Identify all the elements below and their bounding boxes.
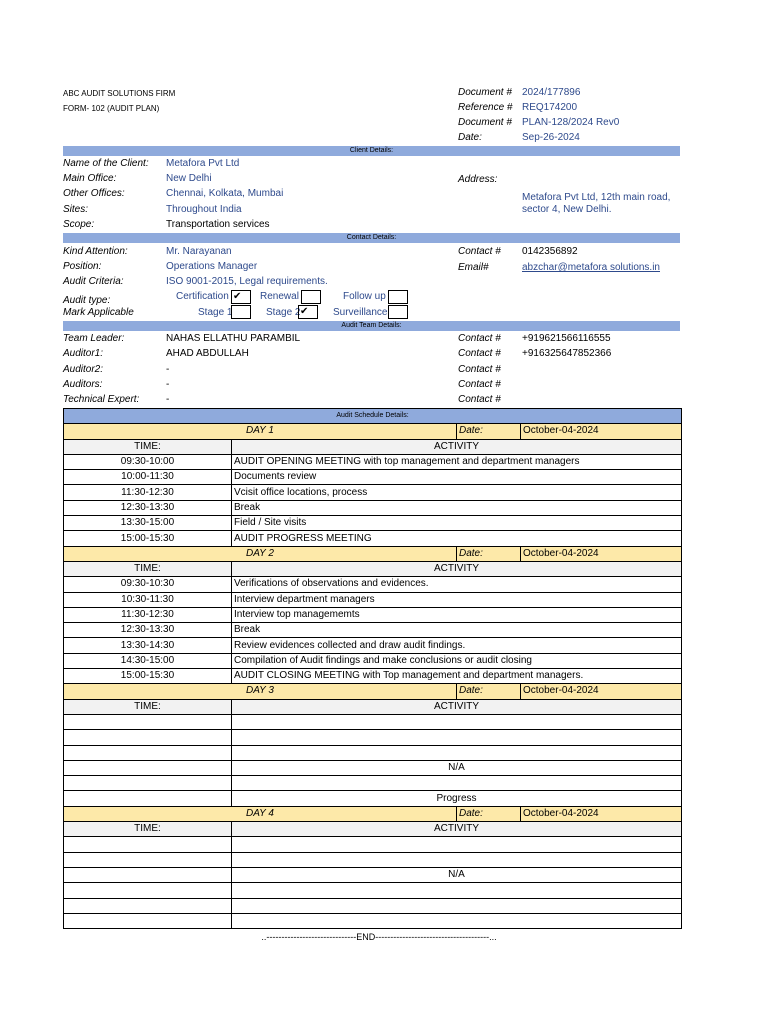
day-date-value: October-04-2024 <box>521 546 682 561</box>
firm-name: ABC AUDIT SOLUTIONS FIRM <box>63 89 176 98</box>
table-row <box>64 883 682 898</box>
email-label: Email# <box>458 262 489 273</box>
time-cell <box>64 776 232 791</box>
schedule-column-header-row <box>64 699 682 714</box>
activity-column-header: ACTIVITY <box>232 439 682 454</box>
contact-value: 0142356892 <box>522 246 578 257</box>
technical-expert-value: - <box>166 394 170 405</box>
activity-cell: Review evidences collected and draw audit findings. <box>232 638 682 653</box>
team-contact-label: Contact # <box>458 364 501 375</box>
table-row <box>64 776 682 791</box>
audit-criteria-label: Audit Criteria: <box>63 276 124 287</box>
activity-cell <box>232 913 682 928</box>
audit-team-band: Audit Team Details: <box>63 321 680 331</box>
table-row <box>64 913 682 928</box>
day-date-label: Date: <box>457 424 521 439</box>
activity-cell <box>232 898 682 913</box>
time-cell: 11:30-12:30 <box>64 485 232 500</box>
schedule-column-header-row <box>64 439 682 454</box>
meta-label: Date: <box>458 132 482 143</box>
table-row <box>64 760 682 775</box>
activity-cell: AUDIT CLOSING MEETING with Top management and department managers. <box>232 669 682 684</box>
auditor1-label: Auditor1: <box>63 348 104 359</box>
certification-option-label: Certification <box>176 291 229 302</box>
activity-cell: AUDIT OPENING MEETING with top management and department managers <box>232 454 682 469</box>
table-row <box>64 500 682 515</box>
table-row <box>64 714 682 729</box>
day-date-label: Date: <box>457 684 521 699</box>
time-cell <box>64 791 232 806</box>
audit-schedule-table <box>63 408 682 929</box>
team-contact-label: Contact # <box>458 333 501 344</box>
day-header-row <box>64 546 682 561</box>
audit-criteria-value: ISO 9001-2015, Legal requirements. <box>166 276 328 287</box>
follow-up-option-label: Follow up <box>343 291 386 302</box>
activity-cell <box>232 730 682 745</box>
activity-cell: Interview department managers <box>232 592 682 607</box>
activity-cell: Compilation of Audit findings and make conclusions or audit closing <box>232 653 682 668</box>
client-details-band: Client Details: <box>63 146 680 156</box>
activity-cell: Documents review <box>232 470 682 485</box>
auditor2-label: Auditor2: <box>63 364 104 375</box>
day-date-label: Date: <box>457 546 521 561</box>
auditors-value: - <box>166 379 170 390</box>
time-cell <box>64 714 232 729</box>
day-date-value: October-04-2024 <box>521 806 682 821</box>
audit-type-label: Audit type: <box>63 295 111 306</box>
team-leader-label: Team Leader: <box>63 333 125 344</box>
certification-checkbox[interactable]: ✔ <box>231 290 251 304</box>
table-row <box>64 852 682 867</box>
time-cell <box>64 883 232 898</box>
activity-cell <box>232 714 682 729</box>
time-cell <box>64 898 232 913</box>
activity-cell: Break <box>232 500 682 515</box>
day-header-row <box>64 806 682 821</box>
time-cell: 15:00-15:30 <box>64 669 232 684</box>
follow-up-checkbox[interactable] <box>388 290 408 304</box>
renewal-checkbox[interactable] <box>301 290 321 304</box>
day-date-label: Date: <box>457 806 521 821</box>
activity-cell <box>232 837 682 852</box>
table-row <box>64 454 682 469</box>
time-cell: 09:30-10:30 <box>64 577 232 592</box>
form-title: FORM- 102 (AUDIT PLAN) <box>63 104 160 113</box>
time-cell <box>64 867 232 882</box>
table-row <box>64 791 682 806</box>
stage1-checkbox[interactable] <box>231 305 251 319</box>
time-cell: 14:30-15:00 <box>64 653 232 668</box>
table-row <box>64 470 682 485</box>
address-line-1: Metafora Pvt Ltd, 12th main road, <box>522 192 671 203</box>
contact-details-band: Contact Details: <box>63 233 680 243</box>
time-cell: 13:30-14:30 <box>64 638 232 653</box>
audit-schedule-band: Audit Schedule Details: <box>64 409 682 424</box>
table-row <box>64 531 682 546</box>
team-contact-label: Contact # <box>458 379 501 390</box>
main-office-value: New Delhi <box>166 173 212 184</box>
day-date-value: October-04-2024 <box>521 684 682 699</box>
position-label: Position: <box>63 261 102 272</box>
document-date: Sep-26-2024 <box>522 132 580 143</box>
other-offices-label: Other Offices: <box>63 188 125 199</box>
time-cell: 15:00-15:30 <box>64 531 232 546</box>
contact-label: Contact # <box>458 246 501 257</box>
table-row <box>64 867 682 882</box>
renewal-option-label: Renewal <box>260 291 299 302</box>
meta-label: Reference # <box>458 102 513 113</box>
day-header-row <box>64 424 682 439</box>
activity-cell <box>232 883 682 898</box>
meta-label: Document # <box>458 117 512 128</box>
activity-cell: Progress <box>232 791 682 806</box>
meta-label: Document # <box>458 87 512 98</box>
stage1-option-label: Stage 1 <box>198 307 233 318</box>
scope-value: Transportation services <box>166 219 270 230</box>
activity-cell: AUDIT PROGRESS MEETING <box>232 531 682 546</box>
client-name-value: Metafora Pvt Ltd <box>166 158 240 169</box>
surveillance-option-label: Surveillance <box>333 307 388 318</box>
activity-cell: Break <box>232 623 682 638</box>
document-number: 2024/177896 <box>522 87 581 98</box>
table-row <box>64 898 682 913</box>
team-contact-label: Contact # <box>458 348 501 359</box>
stage2-option-label: Stage 2 <box>266 307 301 318</box>
auditor1-value: AHAD ABDULLAH <box>166 348 249 359</box>
kind-attention-label: Kind Attention: <box>63 246 128 257</box>
auditor1-contact: +916325647852366 <box>522 348 612 359</box>
other-offices-value: Chennai, Kolkata, Mumbai <box>166 188 284 199</box>
time-cell: 11:30-12:30 <box>64 607 232 622</box>
sites-label: Sites: <box>63 204 89 215</box>
day-label: DAY 2 <box>64 546 457 561</box>
time-column-header: TIME: <box>64 822 232 837</box>
time-cell: 12:30-13:30 <box>64 500 232 515</box>
end-marker: ..------------------------------END--------------------------------------... <box>261 932 497 942</box>
activity-column-header: ACTIVITY <box>232 561 682 576</box>
table-row <box>64 607 682 622</box>
activity-cell: Vcisit office locations, process <box>232 485 682 500</box>
schedule-column-header-row <box>64 822 682 837</box>
time-column-header: TIME: <box>64 561 232 576</box>
time-column-header: TIME: <box>64 699 232 714</box>
schedule-column-header-row <box>64 561 682 576</box>
table-row <box>64 669 682 684</box>
day-label: DAY 3 <box>64 684 457 699</box>
time-cell <box>64 730 232 745</box>
time-cell: 13:30-15:00 <box>64 516 232 531</box>
table-row <box>64 638 682 653</box>
activity-cell: Verifications of observations and evidences. <box>232 577 682 592</box>
reference-number: REQ174200 <box>522 102 578 113</box>
time-cell: 10:30-11:30 <box>64 592 232 607</box>
day-label: DAY 1 <box>64 424 457 439</box>
table-row <box>64 485 682 500</box>
kind-attention-value: Mr. Narayanan <box>166 246 232 257</box>
table-row <box>64 577 682 592</box>
main-office-label: Main Office: <box>63 173 117 184</box>
day-header-row <box>64 684 682 699</box>
time-cell <box>64 852 232 867</box>
time-cell: 10:00-11:30 <box>64 470 232 485</box>
table-row <box>64 745 682 760</box>
activity-cell: N/A <box>232 867 682 882</box>
time-cell: 12:30-13:30 <box>64 623 232 638</box>
activity-column-header: ACTIVITY <box>232 822 682 837</box>
plan-number: PLAN-128/2024 Rev0 <box>522 117 620 128</box>
time-cell <box>64 745 232 760</box>
time-cell <box>64 837 232 852</box>
team-contact-label: Contact # <box>458 394 501 405</box>
auditors-label: Auditors: <box>63 379 103 390</box>
table-row <box>64 653 682 668</box>
activity-cell: N/A <box>232 760 682 775</box>
address-line-2: sector 4, New Delhi. <box>522 204 612 215</box>
table-row <box>64 623 682 638</box>
team-leader-value: NAHAS ELLATHU PARAMBIL <box>166 333 301 344</box>
address-label: Address: <box>458 174 498 185</box>
auditor2-value: - <box>166 364 170 375</box>
surveillance-checkbox[interactable] <box>388 305 408 319</box>
scope-label: Scope: <box>63 219 95 230</box>
table-row <box>64 516 682 531</box>
technical-expert-label: Technical Expert: <box>63 394 140 405</box>
time-cell <box>64 913 232 928</box>
activity-cell <box>232 852 682 867</box>
day-label: DAY 4 <box>64 806 457 821</box>
activity-cell <box>232 745 682 760</box>
activity-column-header: ACTIVITY <box>232 699 682 714</box>
email-link[interactable]: abzchar@metafora solutions.in <box>522 262 660 273</box>
day-date-value: October-04-2024 <box>521 424 682 439</box>
team-leader-contact: +919621566116555 <box>522 333 611 344</box>
activity-cell: Interview top managememts <box>232 607 682 622</box>
sites-value: Throughout India <box>166 204 242 215</box>
time-cell <box>64 760 232 775</box>
activity-cell: Field / Site visits <box>232 516 682 531</box>
mark-applicable-label: Mark Applicable <box>63 307 134 318</box>
activity-cell <box>232 776 682 791</box>
stage2-checkbox[interactable]: ✔ <box>298 305 318 319</box>
table-row <box>64 730 682 745</box>
client-name-label: Name of the Client: <box>63 158 149 169</box>
position-value: Operations Manager <box>166 261 258 272</box>
table-row <box>64 592 682 607</box>
time-column-header: TIME: <box>64 439 232 454</box>
table-row <box>64 837 682 852</box>
time-cell: 09:30-10:00 <box>64 454 232 469</box>
